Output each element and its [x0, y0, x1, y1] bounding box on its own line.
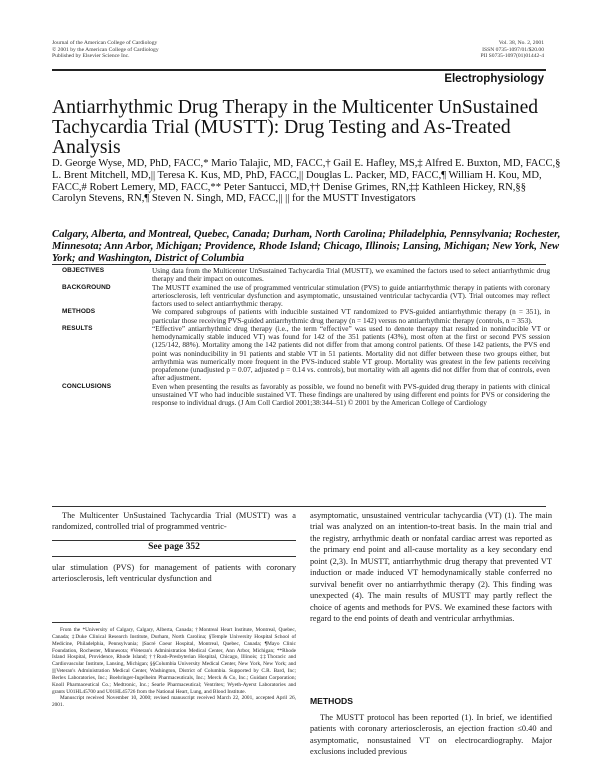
left-column-intro [52, 510, 296, 533]
section-label: Electrophysiology [444, 73, 544, 85]
intro-paragraph-right: asymptomatic, unsustained ventricular tachycardia (VT) (1). The main trial was analyzed on an intention-to-treat basis. In the main trial and the registry, arrhythmic death or nonfatal cardiac arrest was reported as the primary end point and all-cause mortality as a key secondary end point (2,3). In MUSTT, antiarrhythmic drug therapy that prevented VT induction or made induced VT hemodynamically stable conferred no survival benefit over no antiarrhythmic therapy (2). This finding was unexpected (4). The main results of MUSTT may partly reflect the choice of agents and methods for PVS. We examined these factors with regard to the end points of death and ventricular arrhythmias. [310, 511, 552, 624]
issn-line: PII S0735-1097(01)01442-4 [480, 53, 544, 60]
abstract-text: Using data from the Multicenter UnSustained Tachycardia Trial (MUSTT), we examined the factors used to select antiarrhythmic drug therapy and their impact on outcomes. [152, 266, 550, 284]
footnote-rule [52, 622, 100, 623]
footnote-affiliations: From the *University of Calgary, Calgary, Alberta, Canada; †Montreal Heart Institute, Montreal, Quebec, Canada; ‡Duke Clinical Research Institute, Durham, North Carolina; §Temple University Hospital School of Medicine, Philadelphia, Pennsylvania; ||Sacré Coeur Hospital, Montreal, Quebec, Canada; ¶Mayo Clinic Foundation, Rochester, Minnesota; #Veteran's Administration Medical Center, Ann Arbor, Michigan; **Rhode Island Hospital, Providence, Rhode Island; ††Rush-Presbyterian Hospital, Chicago, Illinois; ‡‡Thoracic and Cardiovascular Institute, Lansing, Michigan; §§Columbia University Medical Center, New York, New York; and ||||Veteran's Administration Medical Center, Washington, District of Columbia. Supported by C.R. Bard, Inc; Berlex Laboratories, Inc.; Boehringer-Ingelheim Pharmaceuticals, Inc.; Merck & Co, Inc.; Guidant Corporation; Knoll Pharmaceutical Co.; Medtronic, Inc.; Searle Pharmaceutical; Ventritex; Wyeth-Ayerst Laboratories and grants U01HL45700 and U01HL45726 from the National Heart, Lung, and Blood Institute. [52, 627, 296, 695]
journal-line: Published by Elsevier Science Inc. [52, 53, 130, 60]
abstract-text: “Effective” antiarrhythmic drug therapy (i.e., the term “effective” was used to denote therapy that resulted in noninducible VT or hemodynamically stable induced VT) was found for 142 of the 351 patients (43%), most often at the first or second PVS session (125/142, 88%). Mortality among the 142 patients did not differ from that among control patients. Of these 142 patients, the PVS end point was noninducibility in 91 patients and stable VT in 51 patients. Mortality did not differ between these two groups either, but arrhythmia was numerically more frequent in the PVS-induced stable VT group. Mortality was greatest in the few patients receiving propafenone (unadjusted p = 0.07, adjusted p = 0.14 vs. controls), but mortality with all agents did not differ from that of controls, even after adjustment. [152, 323, 550, 383]
journal-line: Journal of the American College of Cardiology [52, 40, 158, 46]
abstract-label: BACKGROUND [62, 283, 111, 291]
abstract-results [62, 323, 550, 383]
abstract-label: RESULTS [62, 324, 93, 332]
abstract-label: METHODS [62, 308, 96, 316]
journal-info [52, 40, 159, 60]
methods-heading: METHODS [310, 696, 353, 706]
intro-paragraph-continued: ular stimulation (PVS) for management of patients with coronary arteriosclerosis, left ventricular dysfunction and [52, 563, 296, 584]
methods-paragraph: The MUSTT protocol has been reported (1). In brief, we identified patients with coronary arteriosclerosis, an ejection fraction ≤0.40 and asymptomatic, nonsustained VT on electrocardiography. Major exclusions included previous [310, 713, 552, 757]
affiliation-locations: Calgary, Alberta, and Montreal, Quebec, Canada; Durham, North Carolina; Philadelphia, Pennsylvania; Rochester, Minnesota; Ann Arbor, Michigan; Providence, Rhode Island; Chicago, Illinois; Lansing, Michigan; New York, New York; and Washington, District of Columbia [52, 229, 561, 264]
see-page-callout: See page 352 [148, 542, 200, 552]
abstract-bottom-rule [52, 506, 546, 507]
intro-paragraph: The Multicenter UnSustained Tachycardia Trial (MUSTT) was a randomized, controlled trial of programmed ventric- [52, 511, 296, 532]
see-page-top-rule [52, 540, 296, 541]
abstract-objectives [62, 266, 550, 284]
footnote [52, 627, 296, 709]
right-column-methods [310, 712, 552, 758]
author-list: D. George Wyse, MD, PhD, FACC,* Mario Talajic, MD, FACC,† Gail E. Hafley, MS,‡ Alfred E. Buxton, MD, FACC,§ L. Brent Mitchell, MD,|| Teresa K. Kus, MD, PhD, FACC,|| Douglas L. Packer, MD, FACC,¶ William H. Kou, MD, FACC,# Robert Lemery, MD, FACC,** Peter Santucci, MD,†† Denise Grimes, RN,‡‡ Kathleen Hickey, RN,§§ Carolyn Stevens, RN,¶ Steven N. Singh, MD, FACC,|| || for the MUSTT Investigators [52, 158, 561, 205]
issn-line: ISSN 0735-1097/01/$20.00 [482, 46, 544, 53]
abstract-label: OBJECTIVES [62, 267, 105, 274]
footnote-received: Manuscript received November 10, 2000; revised manuscript received March 22, 2001, accepted April 26, 2001. [52, 695, 296, 709]
issn-line: Vol. 38, No. 2, 2001 [498, 40, 544, 46]
structured-abstract [62, 266, 550, 407]
issn-info [480, 40, 544, 60]
abstract-text: Even when presenting the results as favorably as possible, we found no benefit with PVS-guided drug therapy in patients with clinical unsustained VT who had inducible sustained VT. These findings are unaltered by using different end points for PVS or considering the response to individual drugs. (J Am Coll Cardiol 2001;38:344–51) © 2001 by the American College of Cardiology [152, 381, 550, 407]
abstract-methods [62, 307, 550, 325]
abstract-text: We compared subgroups of patients with inducible sustained VT randomized to PVS-guided antiarrhythmic therapy (n = 351), in particular those receiving PVS-guided antiarrhythmic drug therapy (n = 142) versus no antiarrhythmic therapy (controls, n = 353). [152, 307, 550, 325]
abstract-background [62, 282, 550, 309]
abstract-text: The MUSTT examined the use of programmed ventricular stimulation (PVS) to guide antiarrhythmic therapy in patients with coronary arteriosclerosis, left ventricular dysfunction and asymptomatic, unsustained ventricular tachycardia (VT). Trial outcomes may reflect factors used to select antiarrhythmic therapy. [152, 282, 550, 308]
header-rule [52, 69, 546, 71]
journal-line: © 2001 by the American College of Cardiology [52, 46, 159, 53]
right-column-intro [310, 510, 552, 625]
abstract-label: CONCLUSIONS [62, 382, 112, 390]
abstract-conclusions [62, 381, 550, 408]
see-page-bottom-rule [52, 556, 296, 557]
left-column-continued [52, 562, 296, 585]
article-title: Antiarrhythmic Drug Therapy in the Multicenter UnSustained Tachycardia Trial (MUSTT): Drug Testing and As-Treated Analysis [52, 97, 539, 158]
abstract-top-rule [52, 264, 546, 265]
